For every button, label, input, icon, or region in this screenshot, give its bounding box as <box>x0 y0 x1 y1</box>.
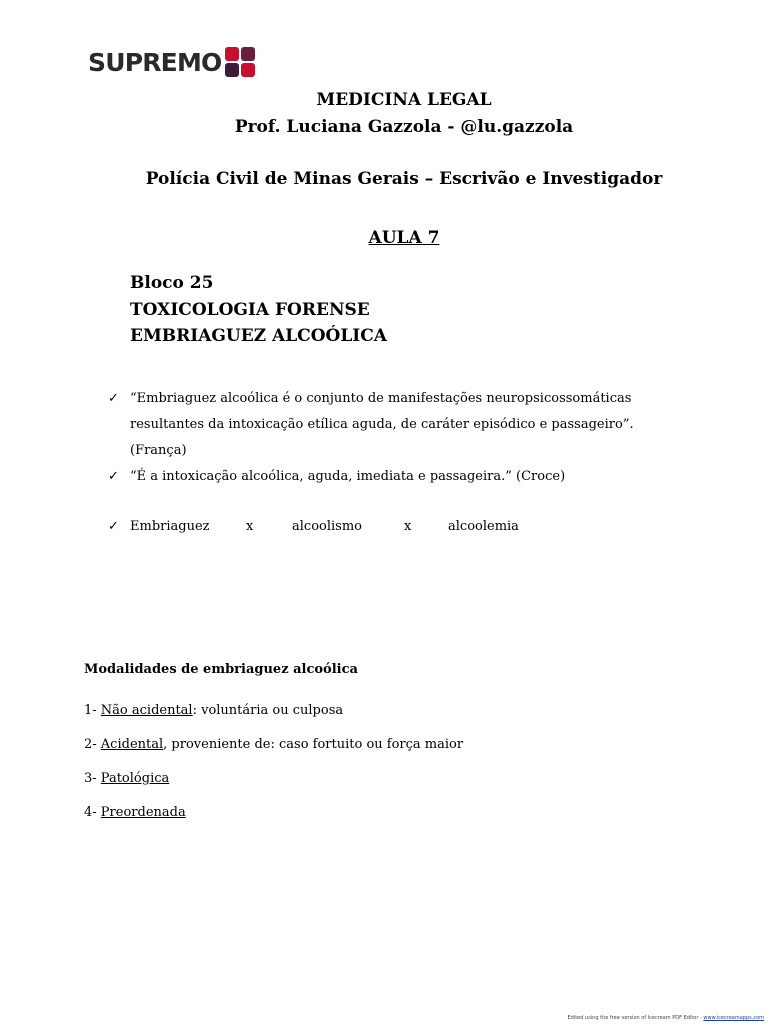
lesson-title: AULA 7 <box>368 228 440 248</box>
checkmark-icon: ✓ <box>108 469 119 484</box>
modality-number: 3- <box>84 771 101 786</box>
separator-x: x <box>404 519 412 534</box>
logo-cross-icon <box>225 47 255 77</box>
modality-number: 4- <box>84 805 101 820</box>
modality-description: : voluntária ou culposa <box>192 703 344 718</box>
modality-item <box>84 805 186 820</box>
checkmark-icon: ✓ <box>108 519 119 534</box>
modality-number: 1- <box>84 703 101 718</box>
checkmark-icon: ✓ <box>108 391 119 406</box>
modality-item <box>84 737 463 752</box>
modality-item <box>84 703 343 718</box>
list-item <box>108 464 668 490</box>
modality-term: Não acidental <box>100 703 193 718</box>
definition-line: resultantes da intoxicação etílica aguda, de caráter episódico e passageiro”. <box>130 417 634 432</box>
block-topic: TOXICOLOGIA FORENSE <box>130 300 370 320</box>
separator-x: x <box>246 519 254 534</box>
definition-line: “Embriaguez alcoólica é o conjunto de manifestações neuropsicossomáticas <box>130 391 632 406</box>
term-alcoolemia: alcoolemia <box>448 519 519 534</box>
brand-logo <box>88 44 255 80</box>
modality-term: Preordenada <box>100 805 186 820</box>
block-number: Bloco 25 <box>130 273 214 293</box>
modality-term: Patológica <box>100 771 170 786</box>
comparison-row <box>108 514 668 540</box>
block-subtopic: EMBRIAGUEZ ALCOÓLICA <box>130 326 387 346</box>
definition-source: (França) <box>130 443 187 458</box>
modalities-title: Modalidades de embriaguez alcoólica <box>84 662 358 677</box>
modality-term: Acidental <box>100 737 164 752</box>
modality-number: 2- <box>84 737 101 752</box>
editor-watermark <box>568 1015 765 1021</box>
logo-text: SUPREMO <box>88 47 222 77</box>
modality-description: , proveniente de: caso fortuito ou força maior <box>163 737 464 752</box>
course-title: MEDICINA LEGAL <box>316 90 492 110</box>
modality-item <box>84 771 169 786</box>
definitions-list <box>108 386 668 490</box>
list-item <box>108 514 668 540</box>
exam-title: Polícia Civil de Minas Gerais – Escrivão e Investigador <box>145 169 663 189</box>
term-embriaguez: Embriaguez <box>130 519 210 534</box>
list-item <box>108 386 668 464</box>
professor-line: Prof. Luciana Gazzola - @lu.gazzola <box>234 117 574 137</box>
watermark-text: Edited using the free version of Icecream PDF Editor - <box>567 1015 704 1021</box>
definition-line: “É a intoxicação alcoólica, aguda, imediata e passageira.” (Croce) <box>130 469 566 484</box>
watermark-link[interactable]: www.icecreamapps.com <box>703 1015 764 1021</box>
term-alcoolismo: alcoolismo <box>292 519 362 534</box>
